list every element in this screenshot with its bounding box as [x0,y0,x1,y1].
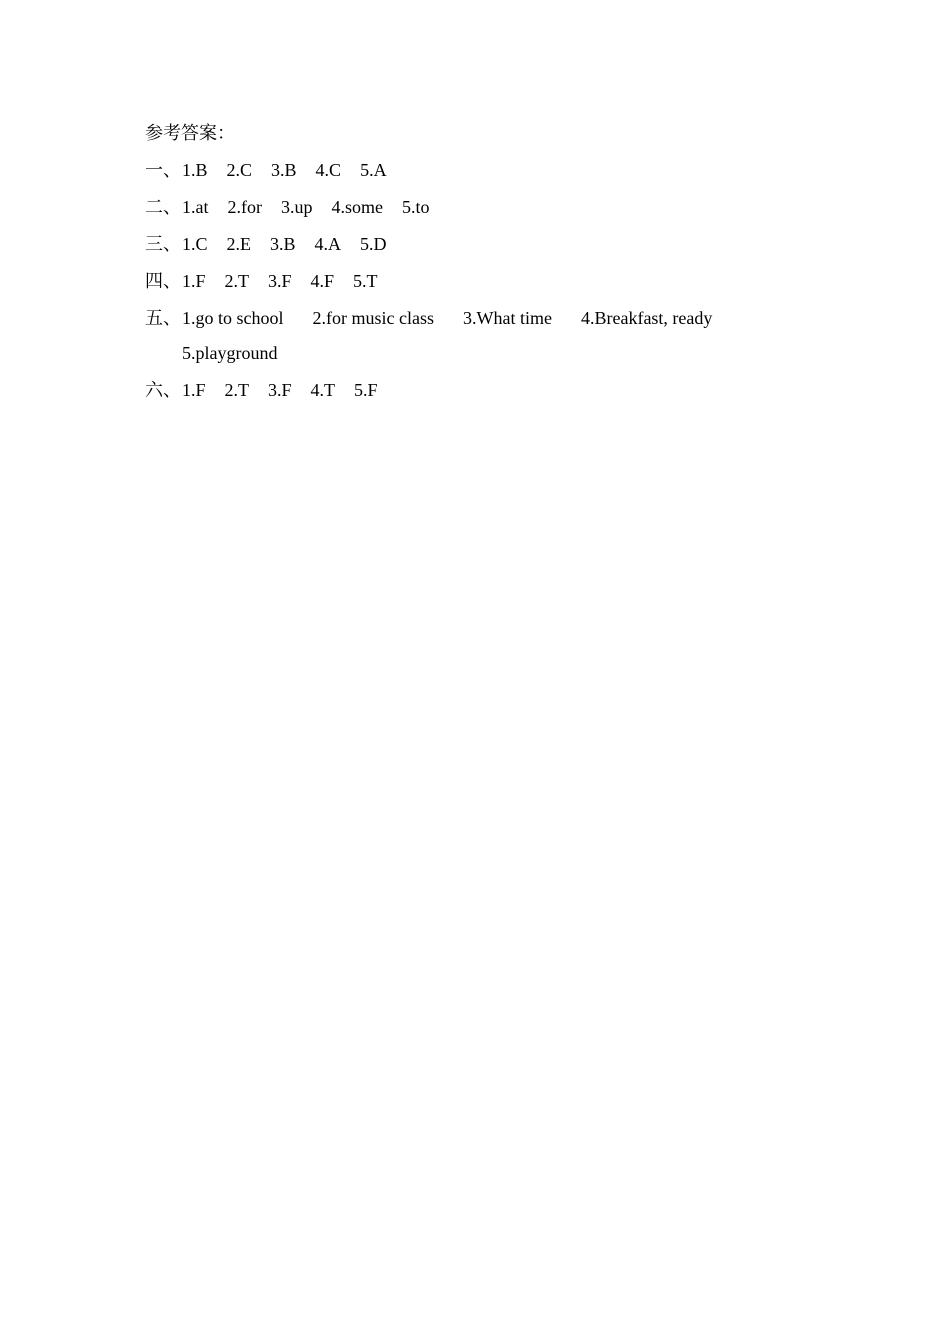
answer-item: 5.A [360,160,387,180]
answer-item: 2.C [226,160,253,180]
section-label: 一、 [145,160,181,180]
answer-item: 4.A [314,234,342,254]
section-2 [145,189,785,226]
section-5 [145,300,785,372]
answer-item: 2.E [226,234,252,254]
section-6 [145,372,785,409]
section-items [182,226,387,263]
answer-item: 2.T [224,271,250,291]
section-items [182,152,387,189]
answer-item: 3.B [271,160,297,180]
answer-item: 2.for [227,197,262,217]
section-label: 六、 [145,380,181,400]
answer-item: 1.at [182,197,209,217]
answer-item: 3.F [268,380,292,400]
answer-item: 3.B [270,234,296,254]
section-items [182,300,742,372]
answer-item: 3.F [268,271,292,291]
answer-item: 4.T [310,380,336,400]
answer-item: 1.F [182,271,206,291]
answer-item: 5.to [402,197,430,217]
section-label: 三、 [145,234,181,254]
answer-item: 3.up [281,197,313,217]
answer-item: 5.T [353,271,378,291]
answer-item: 4.F [310,271,335,291]
answer-item: 3.What time [462,308,552,328]
answer-item: 2.for music class [312,308,434,328]
section-label: 二、 [145,197,181,217]
section-items [182,189,430,226]
answer-item: 5.D [360,234,387,254]
answer-item: 1.go to school [182,308,284,328]
answer-item: 4.some [331,197,383,217]
answer-item: 5.F [354,380,378,400]
answer-item: 2.T [224,380,250,400]
section-label: 五、 [145,308,181,328]
section-4 [145,263,785,300]
answer-item: 5.playground [182,343,278,363]
answer-item: 4.C [315,160,342,180]
answer-item: 4.Breakfast, ready [580,308,713,328]
section-label: 四、 [145,271,181,291]
answer-item: 1.B [182,160,208,180]
section-items [182,372,378,409]
answer-item: 1.F [182,380,206,400]
answer-item: 1.C [182,234,208,254]
answer-key-heading: 参考答案： [145,123,235,143]
section-3 [145,226,785,263]
answer-key [145,115,785,409]
section-items [182,263,378,300]
section-1 [145,152,785,189]
